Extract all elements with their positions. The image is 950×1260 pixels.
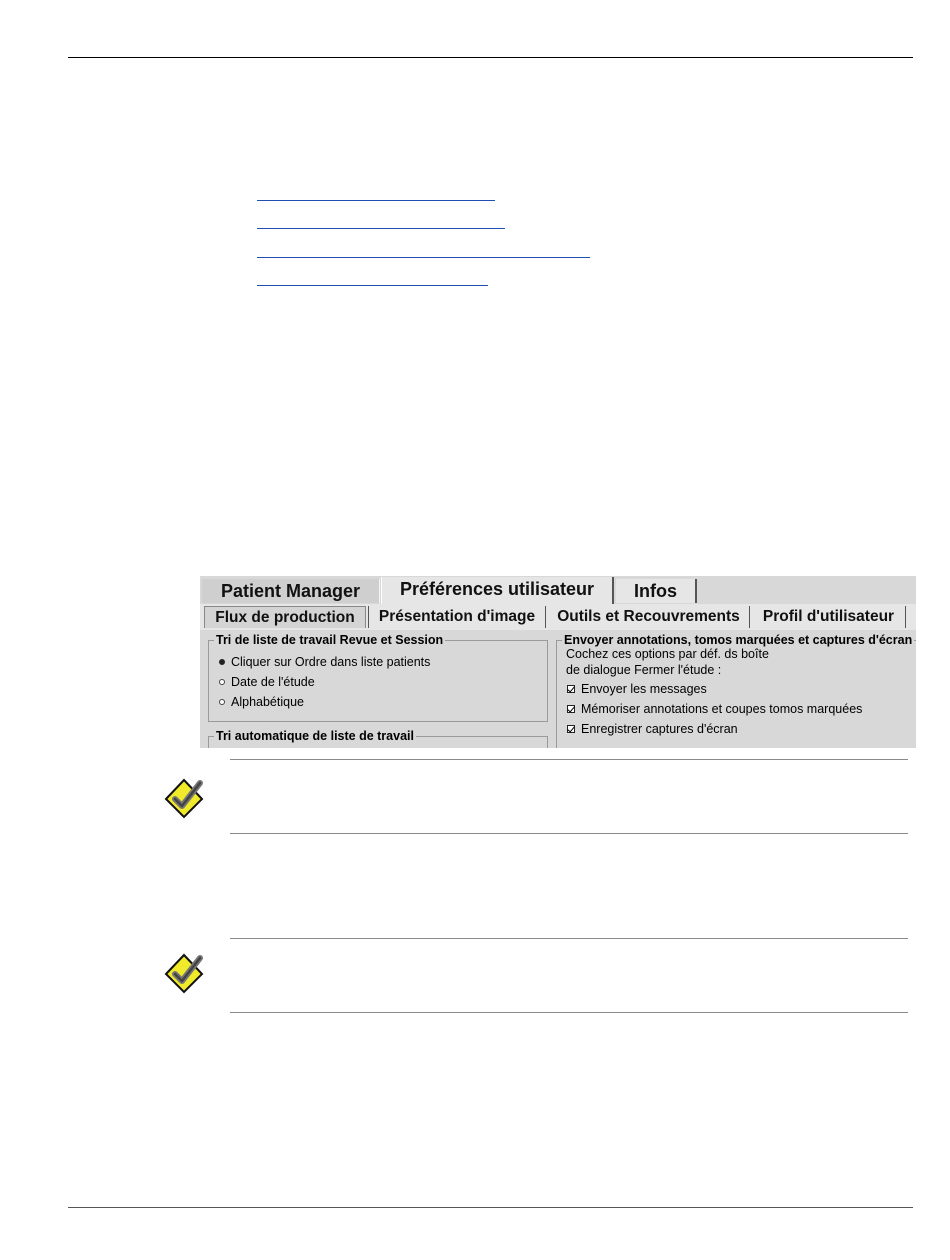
radio-label: Alphabétique bbox=[231, 695, 304, 709]
checkmark-note-icon bbox=[162, 952, 206, 994]
main-tab-bar bbox=[200, 576, 916, 603]
send-description-line2: de dialogue Fermer l'étude : bbox=[566, 663, 722, 677]
checkbox-send-messages[interactable] bbox=[567, 682, 707, 696]
auto-sort-group bbox=[208, 729, 548, 748]
toc-link-4[interactable] bbox=[257, 285, 488, 286]
subtab-tools-overlays[interactable]: Outils et Recouvrements bbox=[548, 606, 750, 628]
radio-icon[interactable] bbox=[219, 679, 225, 685]
checkbox-save-screenshots[interactable] bbox=[567, 722, 738, 736]
header-rule bbox=[68, 57, 913, 58]
subtab-user-profile[interactable]: Profil d'utilisateur bbox=[752, 606, 906, 628]
subtab-image-presentation[interactable]: Présentation d'image bbox=[368, 606, 546, 628]
checkbox-label: Enregistrer captures d'écran bbox=[581, 722, 738, 736]
radio-option-click-order[interactable] bbox=[219, 655, 430, 669]
checkbox-store-annotations[interactable] bbox=[567, 702, 862, 716]
workflow-panel bbox=[200, 630, 916, 748]
toc-link-3[interactable] bbox=[257, 257, 590, 258]
toc-link-1[interactable] bbox=[257, 200, 495, 201]
note-1-top-rule bbox=[230, 759, 908, 760]
toc-link-2[interactable] bbox=[257, 228, 505, 229]
footer-rule bbox=[68, 1207, 913, 1208]
radio-label: Cliquer sur Ordre dans liste patients bbox=[231, 655, 431, 669]
note-1-bottom-rule bbox=[230, 833, 908, 834]
radio-option-study-date[interactable] bbox=[219, 675, 315, 689]
radio-selected-icon[interactable] bbox=[219, 659, 225, 665]
tab-user-preferences[interactable]: Préférences utilisateur bbox=[381, 577, 614, 604]
checkbox-label: Mémoriser annotations et coupes tomos marquées bbox=[581, 702, 863, 716]
checkbox-label: Envoyer les messages bbox=[581, 682, 707, 696]
checkbox-checked-icon[interactable] bbox=[567, 705, 575, 713]
note-2-top-rule bbox=[230, 938, 908, 939]
radio-label: Date de l'étude bbox=[231, 675, 315, 689]
worklist-sort-title: Tri de liste de travail Revue et Session bbox=[216, 633, 444, 647]
auto-sort-title: Tri automatique de liste de travail bbox=[216, 729, 414, 743]
send-description-line1: Cochez ces options par déf. ds boîte bbox=[566, 647, 769, 661]
checkbox-checked-icon[interactable] bbox=[567, 725, 575, 733]
subtab-workflow[interactable]: Flux de production bbox=[204, 606, 366, 628]
radio-option-alphabetical[interactable] bbox=[219, 695, 304, 709]
tab-infos[interactable]: Infos bbox=[616, 579, 697, 603]
tab-patient-manager[interactable]: Patient Manager bbox=[202, 579, 380, 603]
worklist-sort-group bbox=[208, 633, 548, 722]
send-annotations-group bbox=[556, 633, 916, 748]
checkbox-checked-icon[interactable] bbox=[567, 685, 575, 693]
checkmark-note-icon bbox=[162, 777, 206, 819]
radio-icon[interactable] bbox=[219, 699, 225, 705]
preferences-screenshot bbox=[200, 576, 916, 748]
sub-tab-bar bbox=[200, 604, 916, 630]
note-2-bottom-rule bbox=[230, 1012, 908, 1013]
send-annotations-title: Envoyer annotations, tomos marquées et captures d'écran bbox=[564, 633, 913, 647]
